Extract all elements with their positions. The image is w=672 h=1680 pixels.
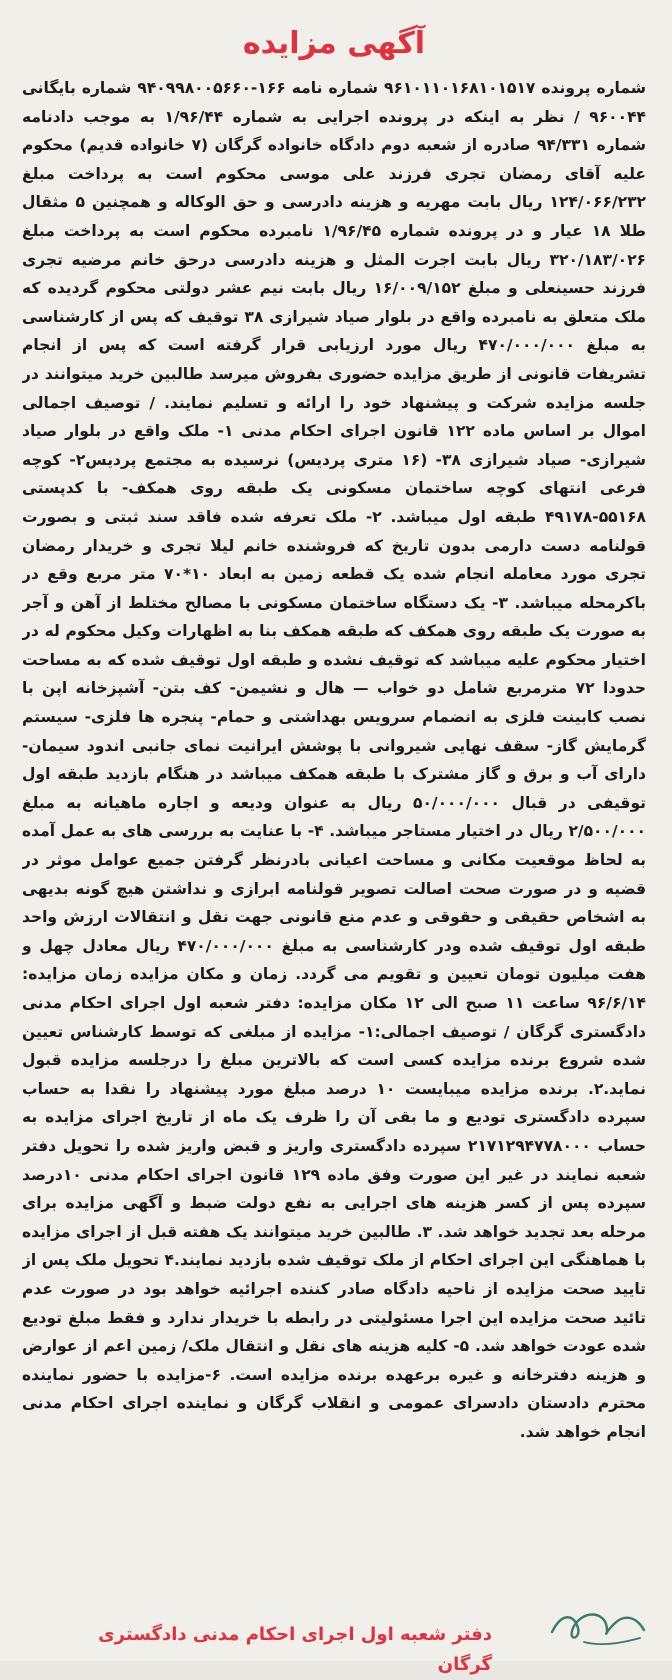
issuer-footer: دفتر شعبه اول اجرای احکام مدنی دادگستری گرگان bbox=[98, 1624, 492, 1675]
notice-body bbox=[22, 74, 646, 1544]
notice-paragraph: شماره پرونده ۹۶۱۰۱۱۰۱۶۸۱۰۱۵۱۷ شماره نامه ۱۶۶-۹۴۰۹۹۸۰۰۵۶۶۰ شماره بایگانی ۹۶۰۰۴۴ / نظر به اینکه در پرونده اجرایی به شماره ۱/۹۶/۴۴ به موجب دادنامه شماره ۹۴/۳۳۱ صادره از شعبه دوم دادگاه خانواده گرگان (۷ خانواده قدیم) محکوم علیه آقای رمضان تجری فرزند علی موسی محکوم است به پرداخت مبلغ ۱۲۴/۰۶۶/۲۳۲ ریال بابت مهریه و هزینه دادرسی و حق الوکاله و همچنین ۵ مثقال طلا ۱۸ عیار و در پرونده شماره ۱/۹۶/۴۵ نامبرده محکوم است به پرداخت مبلغ ۳۲۰/۱۸۳/۰۲۶ ریال بابت اجرت المثل و هزینه دادرسی درحق خانم مرضیه تجری فرزند حسینعلی و مبلغ ۱۶/۰۰۹/۱۵۲ ریال بابت نیم عشر دولتی محکوم گردیده که ملک متعلق به نامبرده واقع در بلوار صیاد شیرازی ۳۸ توقیف که پس از کارشناسی به مبلغ ۴۷۰/۰۰۰/۰۰۰ ریال مورد ارزیابی قرار گرفته است که پس از انجام تشریفات قانونی از طریق مزایده حضوری بفروش میرسد طالبین خرید میتوانند در جلسه مزایده شرکت و پیشنهاد خود را ارائه و تسلیم نمایند. / توصیف اجمالی اموال بر اساس ماده ۱۲۲ قانون اجرای احکام مدنی ۱- ملک واقع در بلوار صیاد شیرازی- صیاد شیرازی ۳۸- (۱۶ متری پردیس) نرسیده به مجتمع پردیس۲- کوچه فرعی انتهای کوچه ساختمان مسکونی یک طبقه روی همکف- با کدپستی ۵۵۱۶۸-۴۹۱۷۸ طبقه اول میباشد. ۲- ملک تعرفه شده فاقد سند ثبتی و بصورت قولنامه دست دارمی بدون تاریخ که فروشنده خانم لیلا تجری و خریدار رمضان تجری مورد معامله انجام شده یک قطعه زمین به ابعاد ۱۰*۷۰ متر مربع وقع در باکرمحله میباشد. ۳- یک دستگاه ساختمان مسکونی با مصالح مختلط از آهن و آجر به صورت یک طبقه روی همکف که طبقه همکف بنا به اظهارات وکیل محکوم له در اختیار محکوم علیه میباشد که توقیف نشده و طبقه اول توقیف شده که به مساحت حدودا ۷۲ مترمربع شامل دو خواب — هال و نشیمن- کف بتن- آشپزخانه اپن با نصب کابینت فلزی به انضمام سرویس بهداشتی و حمام- پنجره ها فلزی- سیستم گرمایش گاز- سقف نهایی شیروانی با پوشش ایرانیت نمای جانبی اندود سیمان- دارای آب و برق و گاز مشترک با طبقه همکف میباشد در هنگام بازدید طبقه اول توقیفی در قبال ۵۰/۰۰۰/۰۰۰ ریال به عنوان ودیعه و اجاره ماهیانه به مبلغ ۲/۵۰۰/۰۰۰ ریال در اختیار مستاجر میباشد. ۴- با عنایت به بررسی های به عمل آمده به لحاظ موقعیت مکانی و مساحت اعیانی بادرنظر گرفتن جمیع عوامل موثر در قضیه و در صورت صحت اصالت تصویر قولنامه ابرازی و نداشتن هیچ گونه بدیهی به اشخاص حقیقی و حقوقی و عدم منع قانونی جهت نقل و انتقالات ارزش واحد طبقه اول توقیف شده ودر کارشناسی به مبلغ ۴۷۰/۰۰۰/۰۰۰ ریال معادل چهل و هفت میلیون تومان تعیین و تقویم می گردد. زمان و مکان مزایده زمان مزایده: ۹۶/۶/۱۴ ساعت ۱۱ صبح الی ۱۲ مکان مزایده: دفتر شعبه اول اجرای احکام مدنی دادگستری گرگان / توصیف اجمالی:۱- مزایده از مبلغی که توسط کارشناس تعیین شده شروع برنده مزایده کسی است که بالاترین مبلغ را درجلسه مزایده قبول نماید.۲. برنده مزایده میبایست ۱۰ درصد مبلغ مورد پیشنهاد را نقدا به حساب سپرده دادگستری تودیع و ما بقی آن را ظرف یک ماه از تاریخ اجرای مزایده به حساب ۲۱۷۱۲۹۴۷۷۸۰۰۰ سپرده دادگستری واریز و قبض واریز شده را تحویل دفتر شعبه نمایند در غیر این صورت وفق ماده ۱۲۹ قانون اجرای احکام مدنی ۱۰درصد سپرده پس از کسر هزینه های اجرایی به نفع دولت ضبط و آگهی مزایده برای مرحله بعد تجدید خواهد شد. ۳. طالبین خرید میتوانند یک هفته قبل از اجرای مزایده با هماهنگی این اجرای احکام از ملک توقیف شده بازدید نمایند.۴ تحویل ملک پس از تایید صحت مزایده از ناحیه دادگاه صادر کننده اجرائیه خواهد بود در صورت عدم تائید صحت مزایده این اجرا مسئولیتی در رابطه با خریدار ندارد و فقط مبلغ تودیع شده عودت خواهد شد. ۵- کلیه هزینه های نقل و انتقال ملک/ زمین اعم از عوارض و هزینه دفترخانه و غیره برعهده برنده مزایده است. ۶-مزایده با حضور نماینده محترم دادستان دادسرای عمومی و انقلاب گرگان و نماینده اجرای احکام مدنی انجام خواهد شد. bbox=[22, 79, 646, 1441]
signature-mark bbox=[544, 1602, 654, 1652]
notice-title: آگهی مزایده bbox=[242, 26, 426, 61]
